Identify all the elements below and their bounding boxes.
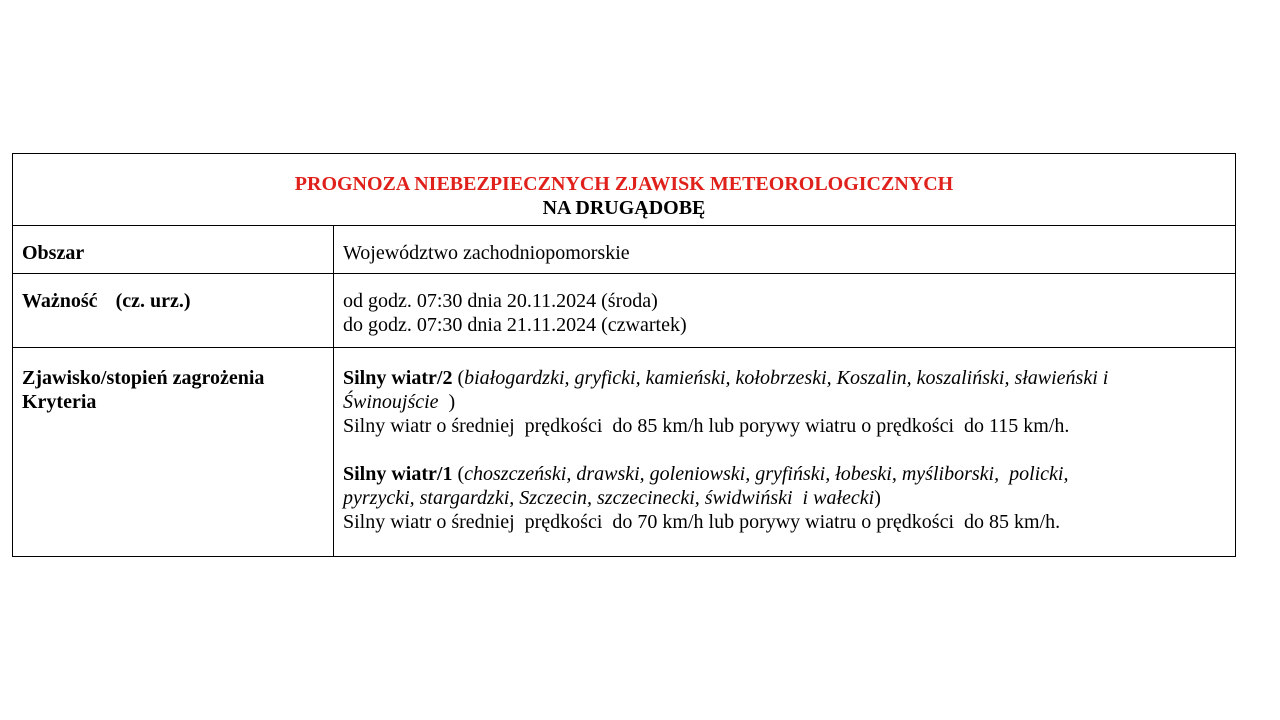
- title-cell: [13, 154, 1236, 226]
- phenomenon-label-cell: [13, 348, 334, 557]
- warning-areas-line1: białogardzki, gryficki, kamieński, kołobrzeski, Koszalin, koszaliński, sławieński i: [464, 367, 1109, 389]
- validity-label-sub: (cz. urz.): [115, 290, 191, 312]
- warning-heading-line: [343, 462, 1227, 486]
- warning-heading-line: [343, 366, 1227, 390]
- warning-criteria: Silny wiatr o średniej prędkości do 85 km/h lub porywy wiatru o prędkości do 115 km/h.: [343, 415, 1070, 437]
- warning-table: [12, 153, 1236, 557]
- warning-criteria: Silny wiatr o średniej prędkości do 70 km/h lub porywy wiatru o prędkości do 85 km/h.: [343, 511, 1061, 533]
- paren-close: ): [874, 487, 881, 509]
- area-row: [13, 226, 1236, 274]
- warning-name: Silny wiatr/1: [343, 463, 453, 485]
- phenomenon-value-cell: [334, 348, 1236, 557]
- warning-name: Silny wiatr/2: [343, 367, 453, 389]
- document-title: PROGNOZA NIEBEZPIECZNYCH ZJAWISK METEOROLOGICZNYCH: [294, 173, 954, 195]
- warning-areas-line1: choszczeński, drawski, goleniowski, gryfiński, łobeski, myśliborski, policki,: [464, 463, 1069, 485]
- warning-areas-line2: Świnoujście: [343, 391, 439, 413]
- paren-close: ): [438, 391, 456, 413]
- warning-areas-line: [343, 486, 1227, 510]
- warning-block-level-1: [343, 462, 1227, 534]
- validity-label: Ważność: [22, 290, 98, 312]
- phenomenon-label: Zjawisko/stopień zagrożenia: [22, 367, 265, 389]
- warning-areas-line2: pyrzycki, stargardzki, Szczecin, szczecinecki, świdwiński i wałecki: [343, 487, 875, 509]
- paren-open: (: [452, 463, 465, 485]
- warning-areas-line: [343, 390, 1227, 414]
- warning-block-level-2: [343, 366, 1227, 438]
- title-row: [13, 154, 1236, 226]
- validity-from: od godz. 07:30 dnia 20.11.2024 (środa): [343, 290, 658, 312]
- validity-row: [13, 274, 1236, 348]
- document-subtitle: NA DRUGĄDOBĘ: [542, 197, 706, 219]
- criteria-label: Kryteria: [22, 391, 97, 413]
- validity-to: do godz. 07:30 dnia 21.11.2024 (czwartek): [343, 314, 687, 336]
- paren-open: (: [452, 367, 465, 389]
- validity-value-cell: [334, 274, 1236, 348]
- area-label: Obszar: [13, 226, 334, 274]
- area-value: Województwo zachodniopomorskie: [334, 226, 1236, 274]
- phenomenon-row: [13, 348, 1236, 557]
- validity-label-cell: [13, 274, 334, 348]
